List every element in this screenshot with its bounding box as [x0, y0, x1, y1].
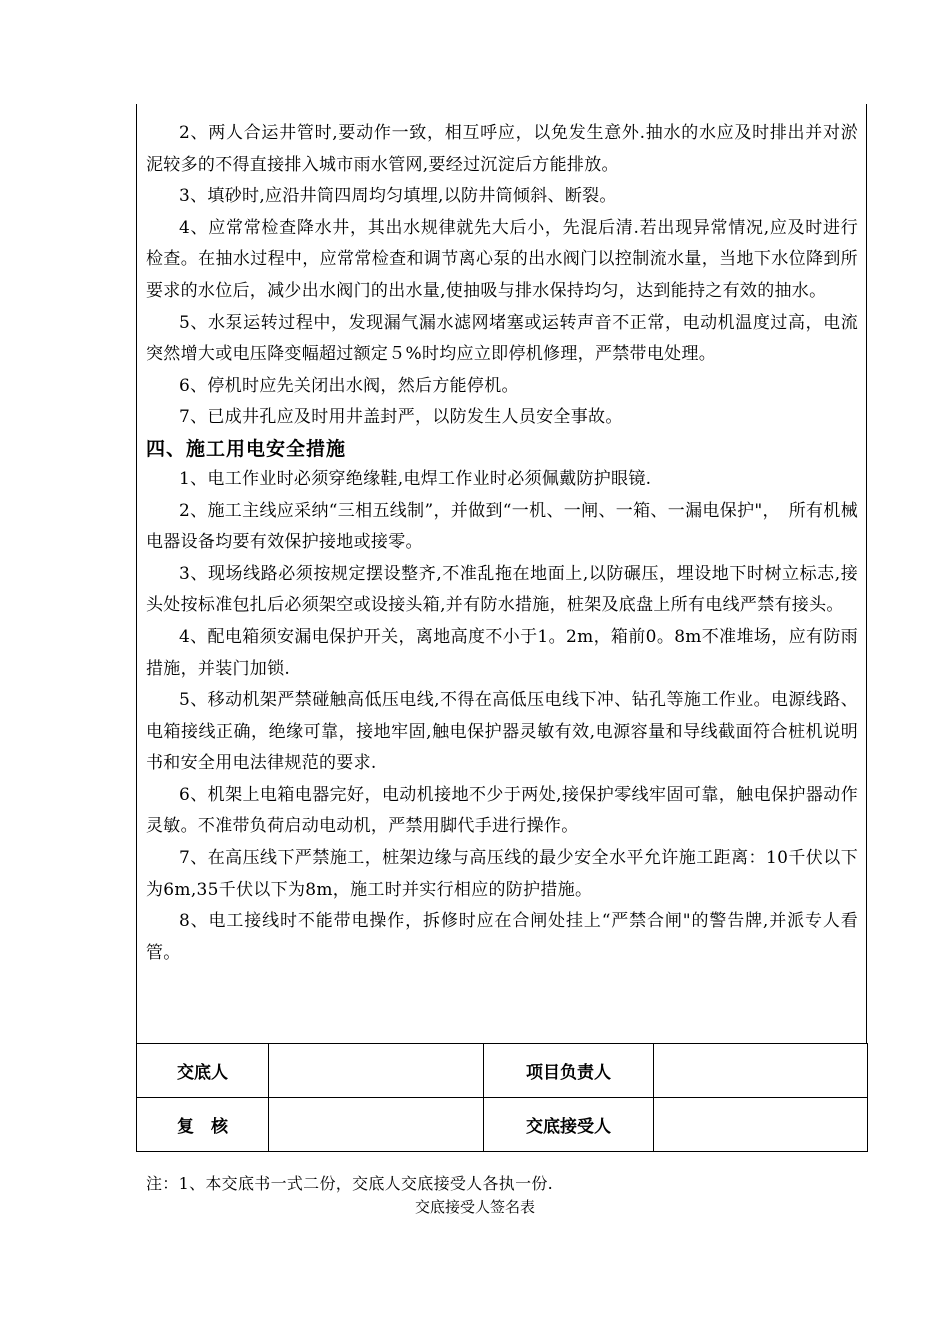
paragraph-electric-7: 7、在高压线下严禁施工，桩架边缘与高压线的最少安全水平允许施工距离：10千伏以下为6m,35千伏以下为8m，施工时并实行相应的防护措施。 [146, 848, 858, 900]
project-lead-field[interactable] [654, 1044, 868, 1098]
reviewer-label: 复 核 [137, 1098, 269, 1152]
signature-row-1 [137, 1044, 868, 1098]
paragraph-electric-1: 1、电工作业时必须穿绝缘鞋,电焊工作业时必须佩戴防护眼镜. [179, 468, 652, 489]
paragraph-upper-3: 3、填砂时,应沿井筒四周均匀填埋,以防井筒倾斜、断裂。 [179, 186, 617, 207]
paragraph-upper-7: 7、已成井孔应及时用井盖封严，以防发生人员安全事故。 [179, 407, 623, 428]
paragraph-electric-8: 8、电工接线时不能带电操作，拆修时应在合闸处挂上“严禁合闸"的警告牌,并派专人看管。 [146, 911, 858, 963]
project-lead-label: 项目负责人 [484, 1044, 654, 1098]
reviewer-field[interactable] [269, 1098, 484, 1152]
paragraph-electric-3: 3、现场线路必须按规定摆设整齐,不准乱拖在地面上,以防碾压，埋设地下时树立标志,接头处按标准包扎后必须架空或设接头箱,并有防水措施，桩架及底盘上所有电线严禁有接头。 [146, 563, 858, 616]
paragraph-upper-4: 4、应常常检查降水井，其出水规律就先大后小，先混后清.若出现异常情况,应及时进行检查。在抽水过程中，应常常检查和调节离心泵的出水阀门以控制流水量，当地下水位降到所要求的水位后，减少出水阀门的出水量,使抽吸与排水保持均匀，达到能持之有效的抽水。 [146, 217, 858, 301]
paragraph-electric-6: 6、机架上电箱电器完好，电动机接地不少于两处,接保护零线牢固可靠，触电保护器动作灵敏。不准带负荷启动电动机，严禁用脚代手进行操作。 [146, 784, 858, 837]
signature-table [136, 1043, 868, 1152]
paragraph-electric-4: 4、配电箱须安漏电保护开关，离地高度不小于1。2m，箱前0。8m不准堆场，应有防雨措施，并装门加锁. [146, 626, 858, 679]
paragraph-upper-6: 6、停机时应先关闭出水阀，然后方能停机。 [179, 375, 519, 396]
receiver-label: 交底接受人 [484, 1098, 654, 1152]
paragraph-electric-5: 5、移动机架严禁碰触高低压电线,不得在高低压电线下冲、钻孔等施工作业。电源线路、电箱接线正确，绝缘可靠，接地牢固,触电保护器灵敏有效,电源容量和导线截面符合桩机说明书和安全用电法律规范的要求. [146, 690, 858, 774]
section-heading: 四、施工用电安全措施 [146, 437, 347, 460]
briefer-label: 交底人 [137, 1044, 269, 1098]
signature-sheet-title: 交底接受人签名表 [414, 1198, 535, 1216]
paragraph-upper-5: 5、水泵运转过程中，发现漏气漏水滤网堵塞或运转声音不正常，电动机温度过高，电流突然增大或电压降变幅超过额定５%时均应立即停机修理，严禁带电处理。 [146, 312, 858, 365]
briefer-field[interactable] [269, 1044, 484, 1098]
footnote: 注：1、本交底书一式二份，交底人交底接受人各执一份. [146, 1174, 554, 1193]
document-body [146, 118, 858, 969]
receiver-field[interactable] [654, 1098, 868, 1152]
signature-row-2 [137, 1098, 868, 1152]
paragraph-upper-2: 2、两人合运井管时,要动作一致，相互呼应，以免发生意外.抽水的水应及时排出并对淤泥较多的不得直接排入城市雨水管网,要经过沉淀后方能排放。 [146, 123, 858, 175]
paragraph-electric-2: 2、施工主线应采纳“三相五线制”，并做到“一机、一闸、一箱、一漏电保护"， 所有机械电器设备均要有效保护接地或接零。 [146, 500, 858, 553]
